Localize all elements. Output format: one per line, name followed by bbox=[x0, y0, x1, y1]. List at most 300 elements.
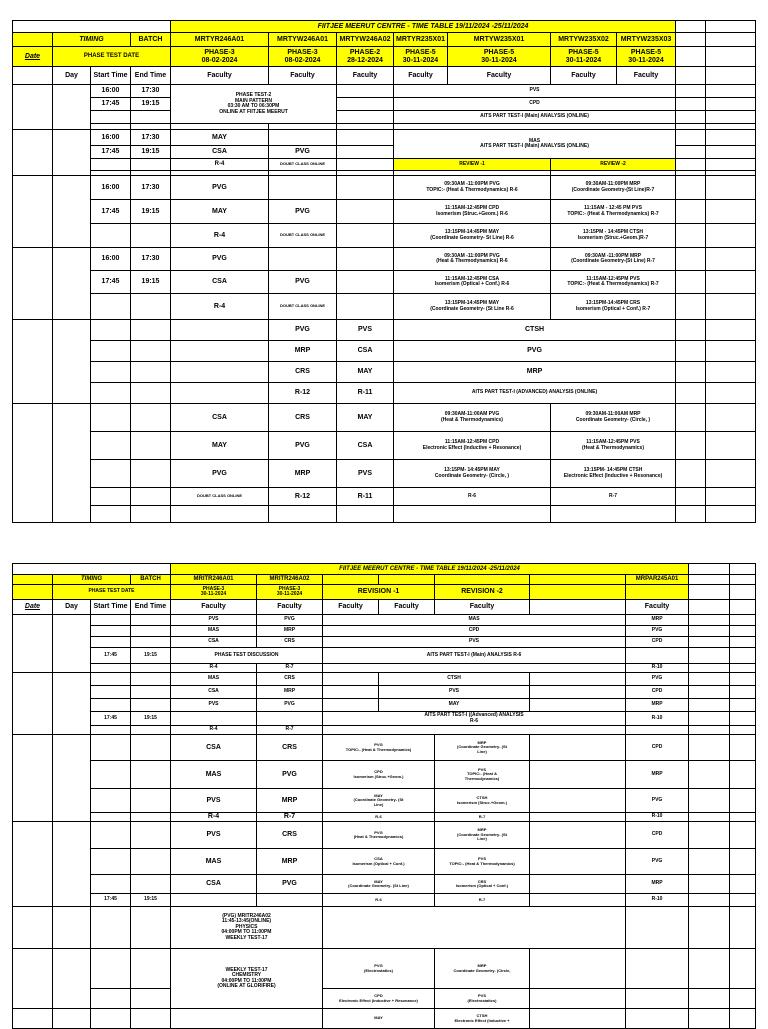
blank-cell bbox=[13, 67, 53, 85]
blank-cell bbox=[730, 686, 756, 699]
blank-cell bbox=[676, 320, 706, 341]
blank-cell bbox=[337, 271, 394, 294]
session-cell: 09:30AM -11:00PM PVG (Heat & Thermodynamics) R-6 bbox=[394, 248, 551, 271]
room-cell: R-7 bbox=[257, 726, 323, 735]
class-cell: PVG bbox=[257, 699, 323, 712]
class-cell: PVG bbox=[269, 146, 337, 159]
end-time: 17:30 bbox=[131, 248, 171, 271]
blank-cell bbox=[91, 989, 131, 1009]
blank-cell bbox=[706, 248, 756, 271]
session-cell: MAY (Coordinate Geometry- (St Line) bbox=[323, 875, 435, 894]
blank-cell bbox=[689, 637, 730, 648]
blank-cell bbox=[530, 875, 626, 894]
session-cell: 13:15PM-14:45PM MAY (Coordinate Geometry- St Line) R-6 bbox=[394, 224, 551, 248]
class-cell: MAY bbox=[337, 362, 394, 383]
blank-cell bbox=[337, 294, 394, 320]
blank-cell bbox=[706, 432, 756, 460]
class-cell: CRS bbox=[257, 735, 323, 761]
blank-cell bbox=[689, 989, 730, 1009]
session-cell: PVS TOPIC:- (Heat & Thermodynamics) bbox=[435, 849, 530, 875]
doubt-class-cell: DOUBT CLASS ONLINE bbox=[269, 159, 337, 171]
blank-cell bbox=[91, 822, 131, 849]
class-cell: PVG bbox=[626, 789, 689, 813]
doubt-class-cell: DOUBT CLASS ONLINE bbox=[269, 294, 337, 320]
date-cell bbox=[13, 85, 53, 130]
blank-cell bbox=[131, 320, 171, 341]
blank-cell bbox=[171, 362, 269, 383]
blank-cell bbox=[131, 699, 171, 712]
blank-cell bbox=[91, 849, 131, 875]
session-cell: PVG TOPIC:- (Heat & Thermodynamics) bbox=[323, 735, 435, 761]
blank-cell bbox=[689, 712, 730, 726]
class-cell: MAS bbox=[323, 615, 626, 626]
room-cell: R-7 bbox=[435, 813, 530, 822]
end-time-header: End Time bbox=[131, 67, 171, 85]
blank-cell bbox=[730, 673, 756, 686]
blank-cell bbox=[689, 626, 730, 637]
blank-cell bbox=[91, 488, 131, 506]
class-cell: CSA bbox=[171, 404, 269, 432]
class-cell: PVG bbox=[257, 615, 323, 626]
phase-date: PHASE-3 08-02-2024 bbox=[171, 47, 269, 67]
start-time: 17:45 bbox=[91, 200, 131, 224]
end-time: 19:15 bbox=[131, 271, 171, 294]
class-cell: PVG bbox=[171, 176, 269, 200]
blank-cell bbox=[706, 98, 756, 111]
blank-cell bbox=[730, 699, 756, 712]
blank-cell bbox=[91, 626, 131, 637]
blank-cell bbox=[530, 1009, 626, 1029]
revision-header: REVISION -2 bbox=[435, 585, 530, 600]
blank-cell bbox=[676, 85, 706, 98]
blank-cell bbox=[91, 726, 131, 735]
session-cell: MAY (Coordinate Geometry- (St Line) bbox=[323, 789, 435, 813]
end-time: 19:15 bbox=[131, 894, 171, 907]
blank-cell bbox=[706, 21, 756, 33]
blank-cell bbox=[730, 761, 756, 789]
blank-cell bbox=[706, 271, 756, 294]
blank-cell bbox=[337, 200, 394, 224]
class-cell: PVS bbox=[394, 85, 676, 98]
blank-cell bbox=[269, 130, 337, 146]
class-cell: PVG bbox=[394, 341, 676, 362]
session-cell: PVS (Electrostatics) bbox=[435, 989, 530, 1009]
doubt-class-cell: DOUBT CLASS ONLINE bbox=[171, 488, 269, 506]
batch-code: MRTYW246A01 bbox=[269, 33, 337, 47]
end-time: 17:30 bbox=[131, 176, 171, 200]
blank-cell bbox=[730, 664, 756, 673]
blank-cell bbox=[323, 664, 626, 673]
blank-cell bbox=[91, 673, 131, 686]
session-cell: CTSH Electronic Effect (Inductive + bbox=[435, 1009, 530, 1029]
class-cell: MAY bbox=[171, 130, 269, 146]
doubt-class-cell: DOUBT CLASS ONLINE bbox=[269, 224, 337, 248]
blank-cell bbox=[706, 341, 756, 362]
room-cell: R-11 bbox=[337, 383, 394, 404]
start-time: 16:00 bbox=[91, 176, 131, 200]
blank-cell bbox=[91, 907, 131, 949]
class-cell: MRP bbox=[257, 626, 323, 637]
session-cell: 13:15PM - 14:45PM CTSH Isomerism (Struc.+Geom.)R-7 bbox=[551, 224, 676, 248]
aits-cell: AITS PART TEST-I (Main) ANALYSIS R-6 bbox=[323, 648, 626, 664]
sheet-title: FIITJEE MEERUT CENTRE - TIME TABLE 19/11/2024 -25/11/2024 bbox=[171, 564, 689, 575]
blank-cell bbox=[730, 600, 756, 615]
end-time-header: End Time bbox=[131, 600, 171, 615]
blank-cell bbox=[676, 159, 706, 171]
session-cell: 11:15AM-12:45PM CPD Isomerism (Struc.+Geom.) R-6 bbox=[394, 200, 551, 224]
session-cell: MRP (Coordinate Geometry- (St Line) bbox=[435, 822, 530, 849]
start-time-header: Start Time bbox=[91, 67, 131, 85]
review-header: REVIEW -1 bbox=[394, 159, 551, 171]
room-cell: R-4 bbox=[171, 294, 269, 320]
class-cell: MAS bbox=[171, 673, 257, 686]
batch-code: MRTYW235X01 bbox=[448, 33, 551, 47]
class-cell: MAY bbox=[379, 699, 530, 712]
session-cell: 13:15PM- 14:45PM CTSH Electronic Effect (Inductive + Resonance) bbox=[551, 460, 676, 488]
start-time: 16:00 bbox=[91, 248, 131, 271]
room-cell: R-6 bbox=[323, 813, 435, 822]
blank-cell bbox=[689, 673, 730, 686]
blank-cell bbox=[730, 907, 756, 949]
class-cell: PVS bbox=[171, 822, 257, 849]
blank-cell bbox=[337, 85, 394, 98]
blank-cell bbox=[730, 894, 756, 907]
faculty-header: Faculty bbox=[269, 67, 337, 85]
day-cell bbox=[53, 907, 91, 949]
blank-cell bbox=[91, 761, 131, 789]
day-header: Day bbox=[53, 600, 91, 615]
blank-cell bbox=[730, 648, 756, 664]
date-cell bbox=[13, 949, 53, 1009]
blank-cell bbox=[91, 432, 131, 460]
faculty-header: Faculty bbox=[435, 600, 530, 615]
blank-cell bbox=[676, 271, 706, 294]
blank-cell bbox=[676, 146, 706, 159]
blank-cell bbox=[13, 564, 171, 575]
weekly-test-cell: (PVG) MRITR246A02 11:45-13:45(ONLINE) PHYSICS 04:00PM TO 11:00PM WEEKLY TEST-17 bbox=[171, 907, 323, 949]
end-time: 19:15 bbox=[131, 146, 171, 159]
blank-cell bbox=[626, 585, 689, 600]
blank-cell bbox=[626, 1009, 689, 1029]
room-cell: R-7 bbox=[435, 894, 530, 907]
day-cell bbox=[53, 176, 91, 248]
blank-cell bbox=[689, 600, 730, 615]
start-time: 17:45 bbox=[91, 146, 131, 159]
phase-date: PHASE-3 30-11-2024 bbox=[257, 585, 323, 600]
class-cell: PVG bbox=[171, 460, 269, 488]
blank-cell bbox=[676, 460, 706, 488]
batch-code: MRITR246A02 bbox=[257, 575, 323, 585]
day-cell bbox=[53, 404, 91, 523]
blank-cell bbox=[730, 822, 756, 849]
aits-cell: AITS PART TEST-I ((Advanced) ANALYSIS R-6 bbox=[323, 712, 626, 726]
start-time: 17:45 bbox=[91, 648, 131, 664]
blank-cell bbox=[379, 575, 435, 585]
date-cell bbox=[13, 130, 53, 176]
date-cell bbox=[13, 615, 53, 673]
session-cell: CRS Isomerism (Optical + Conf.) bbox=[435, 875, 530, 894]
blank-cell bbox=[730, 726, 756, 735]
blank-cell bbox=[730, 564, 756, 575]
class-cell: PVS bbox=[337, 460, 394, 488]
session-cell: 11:15AM-12:45PM CSA Isomerism (Optical + Conf.) R-6 bbox=[394, 271, 551, 294]
blank-cell bbox=[706, 460, 756, 488]
blank-cell bbox=[91, 735, 131, 761]
blank-cell bbox=[706, 67, 756, 85]
blank-cell bbox=[131, 875, 171, 894]
session-cell: 09:30AM -11:00PM MRP (Coordinate Geometry-(St Line) R-7 bbox=[551, 248, 676, 271]
class-cell: CSA bbox=[171, 637, 257, 648]
faculty-header: Faculty bbox=[551, 67, 617, 85]
timetable-sheet-1 bbox=[12, 20, 755, 523]
session-cell: CPD Isomerism (Struc.+Geom.) bbox=[323, 761, 435, 789]
blank-cell bbox=[131, 159, 171, 171]
blank-cell bbox=[730, 949, 756, 989]
blank-cell bbox=[91, 159, 131, 171]
blank-cell bbox=[730, 789, 756, 813]
timetable-sheet-2 bbox=[12, 563, 755, 1029]
session-cell: MAY bbox=[323, 1009, 435, 1029]
blank-cell bbox=[131, 615, 171, 626]
blank-cell bbox=[257, 712, 323, 726]
blank-cell bbox=[337, 224, 394, 248]
class-cell: PVG bbox=[269, 200, 337, 224]
blank-cell bbox=[257, 894, 323, 907]
blank-cell bbox=[131, 294, 171, 320]
blank-cell bbox=[706, 320, 756, 341]
blank-cell bbox=[131, 224, 171, 248]
blank-cell bbox=[730, 626, 756, 637]
blank-cell bbox=[131, 1009, 171, 1029]
class-cell: CPD bbox=[626, 822, 689, 849]
room-cell: R-10 bbox=[626, 813, 689, 822]
start-time: 17:45 bbox=[91, 712, 131, 726]
blank-cell bbox=[676, 21, 706, 33]
timetable-2 bbox=[12, 563, 756, 1029]
phase-date: PHASE-3 08-02-2024 bbox=[269, 47, 337, 67]
blank-cell bbox=[689, 907, 730, 949]
blank-cell bbox=[337, 98, 394, 111]
blank-cell bbox=[689, 789, 730, 813]
session-cell: 11:15AM-12:45PM CPD Electronic Effect (Inductive + Resonance) bbox=[394, 432, 551, 460]
blank-cell bbox=[337, 248, 394, 271]
day-cell bbox=[53, 248, 91, 320]
room-cell: R-10 bbox=[626, 712, 689, 726]
blank-cell bbox=[626, 648, 689, 664]
blank-cell bbox=[689, 664, 730, 673]
blank-cell bbox=[13, 21, 171, 33]
room-cell: R-7 bbox=[551, 488, 676, 506]
session-cell: CPD Electronic Effect (Inductive + Resonance) bbox=[323, 989, 435, 1009]
blank-cell bbox=[706, 146, 756, 159]
day-cell bbox=[53, 673, 91, 735]
blank-cell bbox=[689, 1009, 730, 1029]
phase-date: PHASE-5 30-11-2024 bbox=[617, 47, 676, 67]
date-cell bbox=[13, 404, 53, 523]
blank-cell bbox=[730, 585, 756, 600]
blank-cell bbox=[689, 686, 730, 699]
start-time: 17:45 bbox=[91, 98, 131, 111]
blank-cell bbox=[706, 176, 756, 200]
faculty-header: Faculty bbox=[394, 67, 448, 85]
room-cell: R-6 bbox=[323, 894, 435, 907]
blank-cell bbox=[689, 949, 730, 989]
date-cell bbox=[13, 907, 53, 949]
blank-cell bbox=[131, 341, 171, 362]
day-cell bbox=[53, 1009, 91, 1029]
blank-cell bbox=[689, 735, 730, 761]
batch-code: MRTYR246A01 bbox=[171, 33, 269, 47]
class-cell: CSA bbox=[337, 341, 394, 362]
blank-cell bbox=[131, 822, 171, 849]
class-cell: MRP bbox=[626, 699, 689, 712]
end-time: 19:15 bbox=[131, 648, 171, 664]
class-cell: PVS bbox=[171, 615, 257, 626]
class-cell: CPD bbox=[394, 98, 676, 111]
aits-cell: AITS PART TEST-I (Main) ANALYSIS (ONLINE) bbox=[394, 111, 676, 124]
blank-cell bbox=[706, 404, 756, 432]
blank-cell bbox=[626, 949, 689, 989]
blank-cell bbox=[530, 761, 626, 789]
class-cell: CSA bbox=[171, 146, 269, 159]
blank-cell bbox=[323, 726, 626, 735]
class-cell: PVG bbox=[269, 271, 337, 294]
blank-cell bbox=[171, 320, 269, 341]
class-cell: CRS bbox=[269, 404, 337, 432]
blank-cell bbox=[676, 47, 706, 67]
blank-cell bbox=[91, 341, 131, 362]
phase-test-cell: PHASE TEST-2 MAIN PATTERN 03:30 AM TO 06:30PM ONLINE AT FIITJEE MEERUT bbox=[171, 85, 337, 124]
blank-cell bbox=[91, 1009, 131, 1029]
blank-cell bbox=[689, 585, 730, 600]
blank-cell bbox=[91, 664, 131, 673]
class-cell: CTSH bbox=[379, 673, 530, 686]
blank-cell bbox=[131, 404, 171, 432]
session-cell: PVG (Electrostatics) bbox=[323, 949, 435, 989]
blank-cell bbox=[131, 432, 171, 460]
blank-cell bbox=[689, 615, 730, 626]
end-time: 19:15 bbox=[131, 712, 171, 726]
blank-cell bbox=[676, 341, 706, 362]
faculty-header: Faculty bbox=[323, 600, 379, 615]
aits-cell: MAS AITS PART TEST-I (Main) ANALYSIS (ONLINE) bbox=[394, 130, 676, 159]
blank-cell bbox=[131, 849, 171, 875]
blank-cell bbox=[269, 176, 337, 200]
blank-cell bbox=[689, 875, 730, 894]
blank-cell bbox=[171, 383, 269, 404]
blank-cell bbox=[530, 849, 626, 875]
blank-cell bbox=[706, 224, 756, 248]
blank-cell bbox=[91, 949, 131, 989]
blank-cell bbox=[676, 130, 706, 146]
room-cell: R-10 bbox=[626, 894, 689, 907]
class-cell: PVG bbox=[257, 875, 323, 894]
blank-cell bbox=[676, 33, 706, 47]
phase-date: PHASE-5 30-11-2024 bbox=[551, 47, 617, 67]
blank-cell bbox=[131, 907, 171, 949]
blank-cell bbox=[706, 200, 756, 224]
blank-cell bbox=[131, 735, 171, 761]
session-cell: 09:30AM-11:00AM MRP Coordinate Geometry- (Circle, ) bbox=[551, 404, 676, 432]
blank-cell bbox=[131, 989, 171, 1009]
class-cell: PVG bbox=[626, 849, 689, 875]
blank-cell bbox=[689, 699, 730, 712]
blank-cell bbox=[131, 488, 171, 506]
class-cell: MRP bbox=[626, 875, 689, 894]
blank-cell bbox=[530, 735, 626, 761]
faculty-header: Faculty bbox=[171, 600, 257, 615]
phase-test-date-header: PHASE TEST DATE bbox=[53, 585, 171, 600]
phase-test-date-header: PHASE TEST DATE bbox=[53, 47, 171, 67]
discussion-cell: PHASE TEST DISCUSSION bbox=[171, 648, 323, 664]
timing-header: TIMING bbox=[53, 33, 131, 47]
blank-cell bbox=[131, 664, 171, 673]
day-cell bbox=[53, 130, 91, 176]
day-cell bbox=[53, 949, 91, 1009]
faculty-header: Faculty bbox=[337, 67, 394, 85]
blank-cell bbox=[91, 362, 131, 383]
class-cell: MRP bbox=[269, 341, 337, 362]
date-cell bbox=[13, 673, 53, 735]
phase-date: PHASE-5 30-11-2024 bbox=[448, 47, 551, 67]
room-cell: R-4 bbox=[171, 726, 257, 735]
blank-cell bbox=[530, 989, 626, 1009]
batch-code: MRPAR245A01 bbox=[626, 575, 689, 585]
blank-cell bbox=[676, 248, 706, 271]
blank-cell bbox=[730, 575, 756, 585]
blank-cell bbox=[91, 686, 131, 699]
phase-date: PHASE-3 30-11-2024 bbox=[171, 585, 257, 600]
faculty-header: Faculty bbox=[448, 67, 551, 85]
blank-cell bbox=[530, 686, 626, 699]
blank-cell bbox=[337, 111, 394, 124]
class-cell: MRP bbox=[257, 686, 323, 699]
blank-cell bbox=[171, 894, 257, 907]
blank-cell bbox=[530, 949, 626, 989]
blank-cell bbox=[706, 383, 756, 404]
blank-cell bbox=[676, 362, 706, 383]
session-cell: 09:30AM-11:00PM MRP (Coordinate Geometry-(St Line)R-7 bbox=[551, 176, 676, 200]
room-cell: R-4 bbox=[171, 224, 269, 248]
blank-cell bbox=[171, 1009, 323, 1029]
session-cell: MRP Coordinate Geometry- (Circle, bbox=[435, 949, 530, 989]
timetable-1 bbox=[12, 20, 756, 523]
batch-code: MRTYW235X03 bbox=[617, 33, 676, 47]
class-cell: CSA bbox=[337, 432, 394, 460]
blank-cell bbox=[676, 488, 706, 506]
blank-cell bbox=[706, 488, 756, 506]
class-cell: MAS bbox=[171, 849, 257, 875]
room-cell: R-7 bbox=[257, 664, 323, 673]
day-cell bbox=[53, 822, 91, 907]
blank-cell bbox=[676, 383, 706, 404]
session-cell: 09:30AM -11:00PM PVG TOPIC:- (Heat & Thermodynamics) R-6 bbox=[394, 176, 551, 200]
start-time: 16:00 bbox=[91, 130, 131, 146]
session-cell: 11:15AM-12:45PM PVS (Heat & Thermodynamics) bbox=[551, 432, 676, 460]
blank-cell bbox=[676, 176, 706, 200]
blank-cell bbox=[13, 585, 53, 600]
class-cell: MRP bbox=[626, 615, 689, 626]
blank-cell bbox=[131, 637, 171, 648]
review-header: REVIEW -2 bbox=[551, 159, 676, 171]
batch-header: BATCH bbox=[131, 575, 171, 585]
blank-cell bbox=[530, 673, 626, 686]
blank-cell bbox=[131, 686, 171, 699]
class-cell: PVG bbox=[269, 432, 337, 460]
blank-cell bbox=[131, 726, 171, 735]
blank-cell bbox=[91, 789, 131, 813]
blank-cell bbox=[91, 813, 131, 822]
